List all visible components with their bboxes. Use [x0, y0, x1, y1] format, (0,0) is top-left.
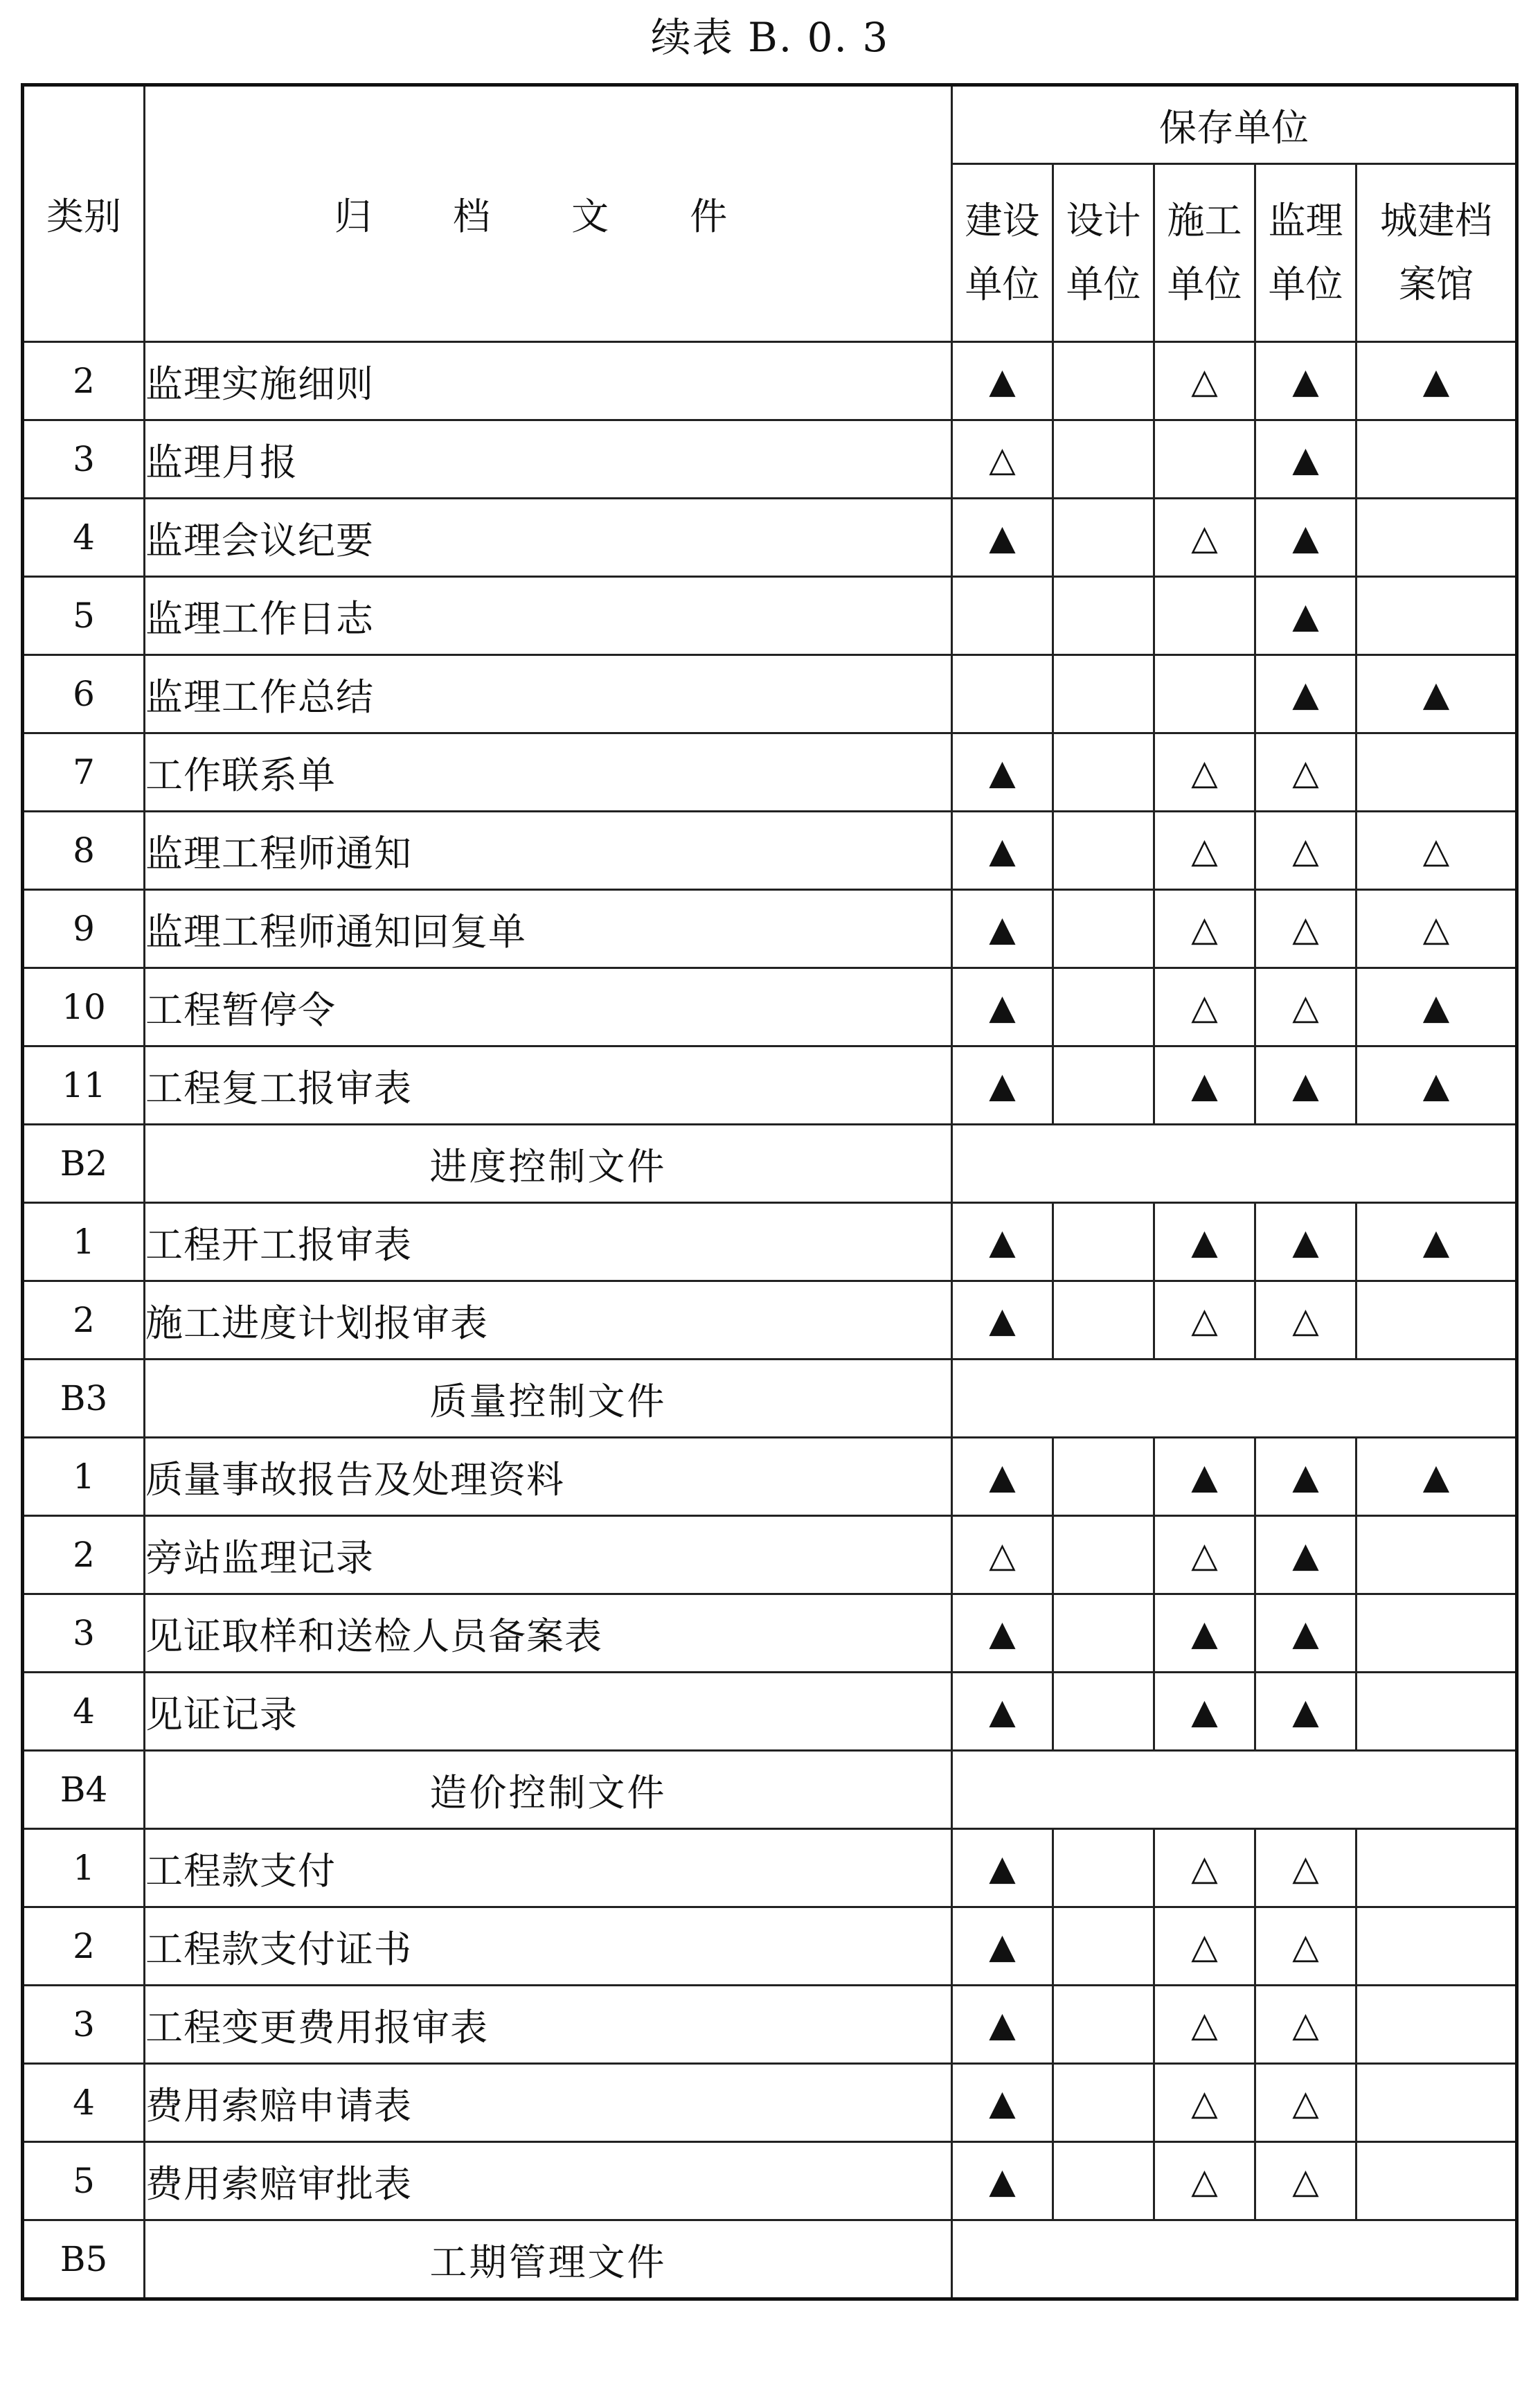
document-name: 监理工作日志 — [145, 577, 952, 655]
mark-cell — [1053, 812, 1154, 890]
table-body — [23, 342, 1517, 2299]
mark-cell — [1357, 1673, 1517, 1751]
mark-cell — [1053, 499, 1154, 577]
table-row — [23, 2064, 1517, 2142]
filled-triangle-icon: ▲ — [989, 830, 1016, 871]
header-unit-line: 单位 — [1167, 262, 1242, 306]
section-title: 造价控制文件 — [145, 1751, 952, 1829]
hollow-triangle-icon: △ — [1191, 987, 1218, 1027]
mark-cell — [1154, 1438, 1255, 1516]
mark-cell — [1053, 733, 1154, 812]
mark-cell — [952, 1907, 1053, 1986]
header-unit-design — [1053, 164, 1154, 342]
table-row — [23, 812, 1517, 890]
filled-triangle-icon: ▲ — [1422, 361, 1450, 401]
section-title: 进度控制文件 — [145, 1125, 952, 1203]
hollow-triangle-icon: △ — [1191, 909, 1218, 949]
row-number: 1 — [23, 1203, 145, 1281]
mark-cell — [1357, 577, 1517, 655]
table-row — [23, 1046, 1517, 1125]
table-row — [23, 1673, 1517, 1751]
mark-cell — [1053, 890, 1154, 968]
header-unit-line: 城建档 — [1380, 199, 1492, 242]
document-name: 工程复工报审表 — [145, 1046, 952, 1125]
document-name: 工程开工报审表 — [145, 1203, 952, 1281]
mark-cell — [1154, 1673, 1255, 1751]
section-title: 工期管理文件 — [145, 2220, 952, 2299]
mark-cell — [1357, 1594, 1517, 1673]
filled-triangle-icon: ▲ — [989, 1926, 1016, 1966]
section-code: B4 — [23, 1751, 145, 1829]
table-row — [23, 1594, 1517, 1673]
filled-triangle-icon: ▲ — [1292, 517, 1319, 558]
mark-cell — [1154, 1986, 1255, 2064]
row-number: 1 — [23, 1829, 145, 1907]
mark-cell — [1154, 2064, 1255, 2142]
mark-cell — [1154, 1046, 1255, 1125]
document-name: 见证记录 — [145, 1673, 952, 1751]
mark-cell — [952, 2142, 1053, 2220]
mark-cell — [952, 890, 1053, 968]
row-number: 3 — [23, 420, 145, 499]
filled-triangle-icon: ▲ — [1292, 1535, 1319, 1575]
filled-triangle-icon: ▲ — [1292, 674, 1319, 714]
filled-triangle-icon: ▲ — [989, 987, 1016, 1027]
mark-cell — [1255, 733, 1357, 812]
filled-triangle-icon: ▲ — [1422, 1065, 1450, 1105]
hollow-triangle-icon: △ — [1191, 1535, 1218, 1575]
mark-cell — [952, 1829, 1053, 1907]
hollow-triangle-icon: △ — [1191, 1926, 1218, 1966]
header-unit-archive — [1357, 164, 1517, 342]
hollow-triangle-icon: △ — [1292, 830, 1319, 871]
row-number: 3 — [23, 1594, 145, 1673]
header-unit-line: 案馆 — [1399, 262, 1474, 306]
section-blank-cell — [952, 1125, 1517, 1203]
mark-cell — [1357, 1907, 1517, 1986]
mark-cell — [1154, 1829, 1255, 1907]
row-number: 5 — [23, 2142, 145, 2220]
mark-cell — [1255, 1907, 1357, 1986]
row-number: 6 — [23, 655, 145, 733]
filled-triangle-icon: ▲ — [989, 1456, 1016, 1497]
header-unit-line: 单位 — [965, 262, 1040, 306]
mark-cell — [1255, 499, 1357, 577]
section-title: 质量控制文件 — [145, 1360, 952, 1438]
mark-cell — [1357, 1203, 1517, 1281]
row-number: 2 — [23, 1516, 145, 1594]
document-name: 工作联系单 — [145, 733, 952, 812]
hollow-triangle-icon: △ — [1292, 1300, 1319, 1340]
row-number: 10 — [23, 968, 145, 1046]
table-row — [23, 1829, 1517, 1907]
mark-cell — [1255, 968, 1357, 1046]
mark-cell — [1255, 1438, 1357, 1516]
filled-triangle-icon: ▲ — [1422, 1222, 1450, 1262]
mark-cell — [1255, 890, 1357, 968]
filled-triangle-icon: ▲ — [1191, 1691, 1218, 1731]
mark-cell — [1255, 1673, 1357, 1751]
mark-cell — [952, 1673, 1053, 1751]
mark-cell — [1154, 968, 1255, 1046]
filled-triangle-icon: ▲ — [1422, 674, 1450, 714]
mark-cell — [952, 1516, 1053, 1594]
filled-triangle-icon: ▲ — [1422, 1456, 1450, 1497]
table-row — [23, 890, 1517, 968]
mark-cell — [1154, 655, 1255, 733]
mark-cell — [1255, 342, 1357, 420]
hollow-triangle-icon: △ — [1292, 2004, 1319, 2044]
mark-cell — [952, 1046, 1053, 1125]
mark-cell — [1255, 420, 1357, 499]
mark-cell — [1053, 420, 1154, 499]
hollow-triangle-icon: △ — [1191, 517, 1218, 558]
mark-cell — [1357, 1046, 1517, 1125]
mark-cell — [1255, 812, 1357, 890]
hollow-triangle-icon: △ — [1292, 1848, 1319, 1888]
hollow-triangle-icon: △ — [989, 439, 1016, 479]
document-name: 质量事故报告及处理资料 — [145, 1438, 952, 1516]
document-name: 旁站监理记录 — [145, 1516, 952, 1594]
section-row — [23, 1360, 1517, 1438]
mark-cell — [1357, 420, 1517, 499]
mark-cell — [1154, 812, 1255, 890]
mark-cell — [952, 812, 1053, 890]
mark-cell — [1255, 1203, 1357, 1281]
filled-triangle-icon: ▲ — [1191, 1222, 1218, 1262]
hollow-triangle-icon: △ — [1191, 361, 1218, 401]
section-blank-cell — [952, 1751, 1517, 1829]
filled-triangle-icon: ▲ — [989, 1300, 1016, 1340]
section-row — [23, 1751, 1517, 1829]
filled-triangle-icon: ▲ — [989, 1065, 1016, 1105]
mark-cell — [1255, 2064, 1357, 2142]
table-header — [23, 85, 1517, 342]
filled-triangle-icon: ▲ — [1422, 987, 1450, 1027]
document-name: 工程暂停令 — [145, 968, 952, 1046]
mark-cell — [1357, 1829, 1517, 1907]
mark-cell — [952, 1594, 1053, 1673]
mark-cell — [1357, 1986, 1517, 2064]
mark-cell — [1357, 812, 1517, 890]
mark-cell — [1154, 420, 1255, 499]
section-code: B3 — [23, 1360, 145, 1438]
header-unit-construction — [952, 164, 1053, 342]
mark-cell — [1053, 655, 1154, 733]
mark-cell — [952, 968, 1053, 1046]
filled-triangle-icon: ▲ — [1191, 1065, 1218, 1105]
hollow-triangle-icon: △ — [1191, 2083, 1218, 2123]
mark-cell — [1255, 1829, 1357, 1907]
mark-cell — [1357, 890, 1517, 968]
row-number: 4 — [23, 2064, 145, 2142]
mark-cell — [1154, 1907, 1255, 1986]
mark-cell — [1053, 1046, 1154, 1125]
section-code: B2 — [23, 1125, 145, 1203]
mark-cell — [1255, 2142, 1357, 2220]
header-unit-line: 单位 — [1066, 262, 1141, 306]
mark-cell — [1357, 499, 1517, 577]
filled-triangle-icon: ▲ — [989, 2004, 1016, 2044]
mark-cell — [952, 420, 1053, 499]
mark-cell — [952, 342, 1053, 420]
mark-cell — [1357, 342, 1517, 420]
table-row — [23, 733, 1517, 812]
hollow-triangle-icon: △ — [1191, 830, 1218, 871]
filled-triangle-icon: ▲ — [989, 517, 1016, 558]
filled-triangle-icon: ▲ — [989, 909, 1016, 949]
filled-triangle-icon: ▲ — [989, 2083, 1016, 2123]
mark-cell — [952, 655, 1053, 733]
mark-cell — [1255, 1516, 1357, 1594]
mark-cell — [1357, 655, 1517, 733]
mark-cell — [1053, 342, 1154, 420]
document-name: 工程款支付证书 — [145, 1907, 952, 1986]
document-name: 工程款支付 — [145, 1829, 952, 1907]
filled-triangle-icon: ▲ — [1191, 1613, 1218, 1653]
row-number: 9 — [23, 890, 145, 968]
table-row — [23, 1281, 1517, 1360]
filled-triangle-icon: ▲ — [989, 1613, 1016, 1653]
header-unit-line: 监理 — [1268, 199, 1343, 242]
filled-triangle-icon: ▲ — [1292, 1613, 1319, 1653]
mark-cell — [1154, 1203, 1255, 1281]
row-number: 5 — [23, 577, 145, 655]
filled-triangle-icon: ▲ — [989, 1848, 1016, 1888]
header-document: 归 档 文 件 — [145, 85, 952, 342]
filled-triangle-icon: ▲ — [1292, 1456, 1319, 1497]
document-name: 费用索赔申请表 — [145, 2064, 952, 2142]
table-row — [23, 420, 1517, 499]
hollow-triangle-icon: △ — [1292, 1926, 1319, 1966]
mark-cell — [1053, 2064, 1154, 2142]
mark-cell — [1053, 1673, 1154, 1751]
hollow-triangle-icon: △ — [1292, 909, 1319, 949]
mark-cell — [1255, 1986, 1357, 2064]
hollow-triangle-icon: △ — [1191, 1848, 1218, 1888]
mark-cell — [1154, 499, 1255, 577]
mark-cell — [952, 733, 1053, 812]
header-unit-supervision — [1255, 164, 1357, 342]
hollow-triangle-icon: △ — [1292, 2083, 1319, 2123]
filled-triangle-icon: ▲ — [989, 752, 1016, 792]
mark-cell — [1357, 968, 1517, 1046]
section-code: B5 — [23, 2220, 145, 2299]
document-name: 监理会议纪要 — [145, 499, 952, 577]
section-blank-cell — [952, 1360, 1517, 1438]
filled-triangle-icon: ▲ — [989, 2161, 1016, 2201]
document-name: 监理工程师通知 — [145, 812, 952, 890]
mark-cell — [1255, 1281, 1357, 1360]
filled-triangle-icon: ▲ — [1292, 1691, 1319, 1731]
table-row — [23, 342, 1517, 420]
document-name: 监理实施细则 — [145, 342, 952, 420]
section-row — [23, 2220, 1517, 2299]
filled-triangle-icon: ▲ — [1292, 596, 1319, 636]
hollow-triangle-icon: △ — [1191, 752, 1218, 792]
filled-triangle-icon: ▲ — [1292, 1222, 1319, 1262]
table-row — [23, 968, 1517, 1046]
mark-cell — [1053, 968, 1154, 1046]
mark-cell — [952, 1203, 1053, 1281]
mark-cell — [1357, 1516, 1517, 1594]
mark-cell — [1154, 2142, 1255, 2220]
table-caption: 续表 B. 0. 3 — [650, 14, 890, 61]
mark-cell — [1053, 1438, 1154, 1516]
mark-cell — [1154, 577, 1255, 655]
row-number: 2 — [23, 1281, 145, 1360]
mark-cell — [1154, 1594, 1255, 1673]
filled-triangle-icon: ▲ — [1191, 1456, 1218, 1497]
table-row — [23, 1203, 1517, 1281]
hollow-triangle-icon: △ — [1292, 752, 1319, 792]
mark-cell — [952, 499, 1053, 577]
row-number: 4 — [23, 1673, 145, 1751]
mark-cell — [1255, 577, 1357, 655]
mark-cell — [1154, 890, 1255, 968]
mark-cell — [1154, 733, 1255, 812]
mark-cell — [1053, 1907, 1154, 1986]
filled-triangle-icon: ▲ — [989, 1691, 1016, 1731]
mark-cell — [1255, 1594, 1357, 1673]
mark-cell — [952, 1986, 1053, 2064]
mark-cell — [952, 577, 1053, 655]
mark-cell — [1053, 2142, 1154, 2220]
row-number: 2 — [23, 342, 145, 420]
mark-cell — [952, 1438, 1053, 1516]
filled-triangle-icon: ▲ — [989, 361, 1016, 401]
section-blank-cell — [952, 2220, 1517, 2299]
mark-cell — [1053, 1986, 1154, 2064]
document-name: 监理工程师通知回复单 — [145, 890, 952, 968]
header-unit-line: 设计 — [1066, 199, 1141, 242]
row-number: 2 — [23, 1907, 145, 1986]
header-storage-units: 保存单位 — [952, 85, 1517, 164]
mark-cell — [952, 2064, 1053, 2142]
hollow-triangle-icon: △ — [1191, 2161, 1218, 2201]
section-row — [23, 1125, 1517, 1203]
mark-cell — [1053, 1829, 1154, 1907]
mark-cell — [1357, 1281, 1517, 1360]
hollow-triangle-icon: △ — [1422, 830, 1450, 871]
mark-cell — [1255, 1046, 1357, 1125]
mark-cell — [1357, 1438, 1517, 1516]
filled-triangle-icon: ▲ — [1292, 361, 1319, 401]
table-row — [23, 655, 1517, 733]
archive-table — [21, 83, 1519, 2301]
table-row — [23, 577, 1517, 655]
hollow-triangle-icon: △ — [989, 1535, 1016, 1575]
mark-cell — [1053, 1594, 1154, 1673]
mark-cell — [1053, 1516, 1154, 1594]
mark-cell — [1154, 342, 1255, 420]
table-row — [23, 1438, 1517, 1516]
header-unit-builder — [1154, 164, 1255, 342]
table-row — [23, 1986, 1517, 2064]
row-number: 3 — [23, 1986, 145, 2064]
hollow-triangle-icon: △ — [1191, 1300, 1218, 1340]
mark-cell — [1255, 655, 1357, 733]
hollow-triangle-icon: △ — [1292, 987, 1319, 1027]
mark-cell — [1357, 2064, 1517, 2142]
header-unit-line: 建设 — [965, 199, 1040, 242]
header-category: 类别 — [23, 85, 145, 342]
mark-cell — [1053, 1203, 1154, 1281]
table-row — [23, 1907, 1517, 1986]
header-unit-line: 单位 — [1268, 262, 1343, 306]
mark-cell — [1154, 1281, 1255, 1360]
mark-cell — [1357, 733, 1517, 812]
table-row — [23, 2142, 1517, 2220]
header-unit-line: 施工 — [1167, 199, 1242, 242]
mark-cell — [1154, 1516, 1255, 1594]
row-number: 1 — [23, 1438, 145, 1516]
document-name: 见证取样和送检人员备案表 — [145, 1594, 952, 1673]
document-name: 监理月报 — [145, 420, 952, 499]
mark-cell — [1357, 2142, 1517, 2220]
table-row — [23, 499, 1517, 577]
table-row — [23, 1516, 1517, 1594]
filled-triangle-icon: ▲ — [989, 1222, 1016, 1262]
mark-cell — [1053, 1281, 1154, 1360]
row-number: 7 — [23, 733, 145, 812]
hollow-triangle-icon: △ — [1422, 909, 1450, 949]
document-name: 费用索赔审批表 — [145, 2142, 952, 2220]
mark-cell — [952, 1281, 1053, 1360]
row-number: 8 — [23, 812, 145, 890]
filled-triangle-icon: ▲ — [1292, 1065, 1319, 1105]
hollow-triangle-icon: △ — [1292, 2161, 1319, 2201]
row-number: 4 — [23, 499, 145, 577]
row-number: 11 — [23, 1046, 145, 1125]
filled-triangle-icon: ▲ — [1292, 439, 1319, 479]
document-name: 工程变更费用报审表 — [145, 1986, 952, 2064]
hollow-triangle-icon: △ — [1191, 2004, 1218, 2044]
document-name: 监理工作总结 — [145, 655, 952, 733]
document-name: 施工进度计划报审表 — [145, 1281, 952, 1360]
mark-cell — [1053, 577, 1154, 655]
